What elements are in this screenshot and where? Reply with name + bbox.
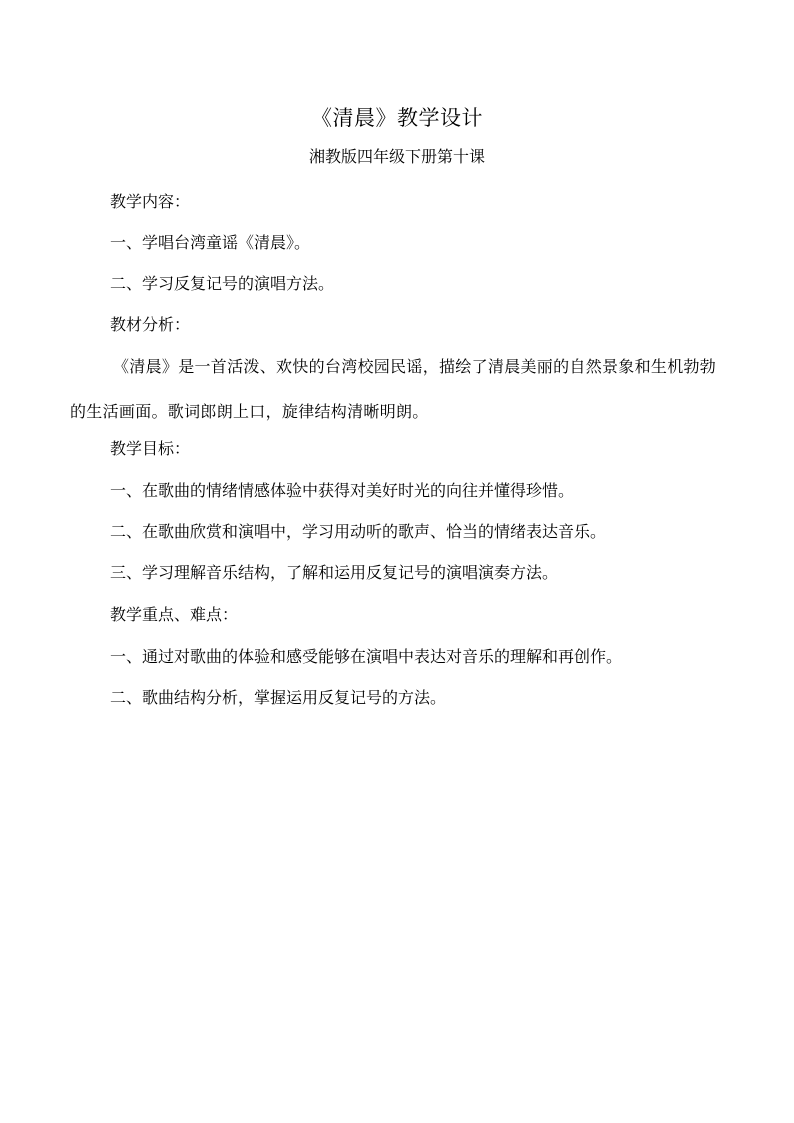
analysis-heading: 教材分析： — [110, 315, 191, 334]
document-subtitle: 湘教版四年级下册第十课 — [308, 147, 485, 166]
goal-item-1: 一、在歌曲的情绪情感体验中获得对美好时光的向往并懂得珍惜。 — [110, 481, 575, 500]
analysis-paragraph: 《清晨》是一首活泼、欢快的台湾校园民谣，描绘了清晨美丽的自然景象和生机勃勃的生活画面。歌词郎朗上口，旋律结构清晰明朗。 — [70, 357, 717, 421]
content-heading: 教学内容： — [110, 192, 191, 211]
key-point-item-2: 二、歌曲结构分析，掌握运用反复记号的方法。 — [110, 688, 447, 707]
goal-item-2: 二、在歌曲欣赏和演唱中，学习用动听的歌声、恰当的情绪表达音乐。 — [110, 522, 607, 541]
content-item-2: 二、学习反复记号的演唱方法。 — [110, 274, 335, 293]
key-points-heading: 教学重点、难点： — [110, 605, 239, 624]
goal-item-3: 三、学习理解音乐结构，了解和运用反复记号的演唱演奏方法。 — [110, 563, 559, 582]
key-point-item-1: 一、通过对歌曲的体验和感受能够在演唱中表达对音乐的理解和再创作。 — [110, 647, 623, 666]
document-title: 《清晨》教学设计 — [311, 106, 483, 130]
goals-heading: 教学目标： — [110, 439, 191, 458]
content-item-1: 一、学唱台湾童谣《清晨》。 — [110, 233, 311, 252]
